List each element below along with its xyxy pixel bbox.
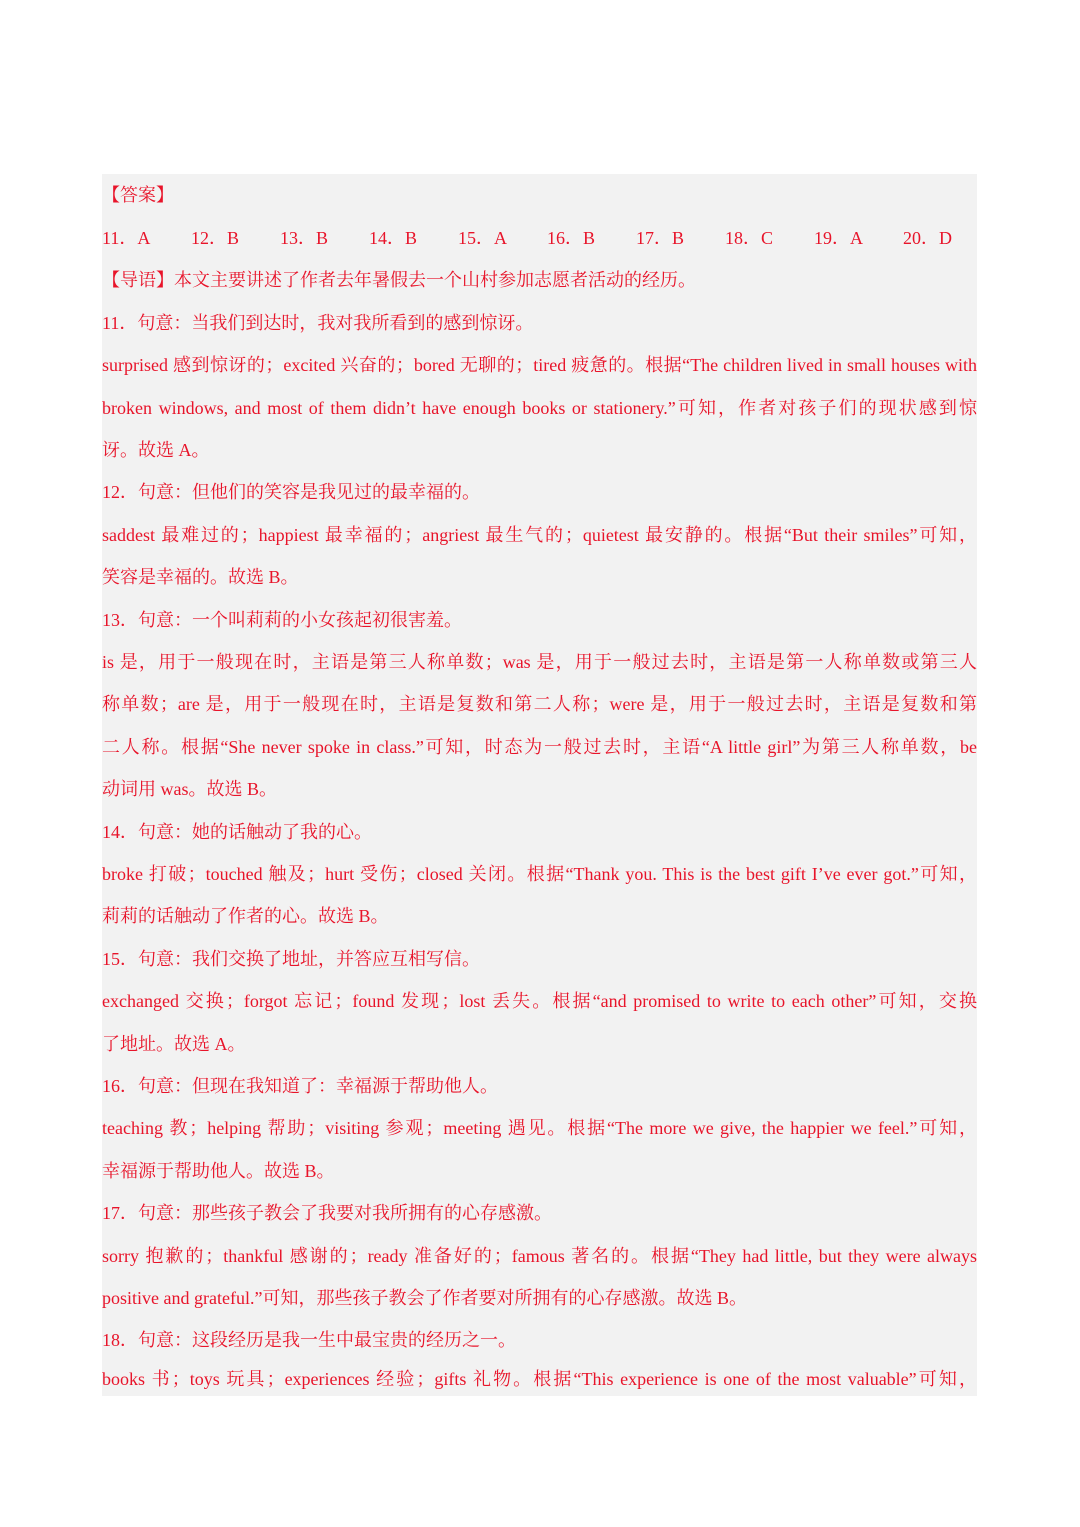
q12-explanation-line: 笑容是幸福的。故选 B。 (102, 567, 299, 587)
q13-explanation-line: is 是，用于一般现在时，主语是第三人称单数；was 是，用于一般过去时，主语是第一人称单数或第三人 (102, 652, 977, 672)
q15-explanation-line: 了地址。故选 A。 (102, 1034, 246, 1054)
answer-15: 15．A (458, 228, 507, 248)
answer-key-row (102, 217, 977, 259)
answer-11: 11．A (102, 228, 151, 248)
q13-translation: 13．句意：一个叫莉莉的小女孩起初很害羞。 (102, 610, 462, 630)
answer-19: 19．A (814, 228, 863, 248)
q14-translation: 14．句意：她的话触动了我的心。 (102, 822, 372, 842)
q12-explanation-line: saddest 最难过的；happiest 最幸福的；angriest 最生气的；quietest 最安静的。根据“But their smiles”可知， (102, 525, 977, 545)
q17-explanation-line: sorry 抱歉的；thankful 感谢的；ready 准备好的；famous 著名的。根据“They had little, but they were always (102, 1246, 977, 1266)
q12-translation: 12．句意：但他们的笑容是我见过的最幸福的。 (102, 482, 480, 502)
answer-13: 13．B (280, 228, 329, 248)
q13-explanation-line: 动词用 was。故选 B。 (102, 779, 277, 799)
q18-translation: 18．句意：这段经历是我一生中最宝贵的经历之一。 (102, 1330, 516, 1350)
q13-explanation-line: 称单数；are 是，用于一般现在时，主语是复数和第二人称；were 是，用于一般过去时，主语是复数和第 (102, 694, 977, 714)
answer-header: 【答案】 (102, 185, 174, 205)
answer-14: 14．B (369, 228, 418, 248)
answer-17: 17．B (636, 228, 685, 248)
answer-12: 12．B (191, 228, 240, 248)
q11-explanation-line: 讶。故选 A。 (102, 440, 210, 460)
q16-translation: 16．句意：但现在我知道了：幸福源于帮助他人。 (102, 1076, 498, 1096)
q17-translation: 17．句意：那些孩子教会了我要对我所拥有的心存感激。 (102, 1203, 552, 1223)
answer-16: 16．B (547, 228, 596, 248)
q14-explanation-line: broke 打破；touched 触及；hurt 受伤；closed 关闭。根据“Thank you. This is the best gift I’ve ever got.”可知， (102, 864, 977, 884)
q11-explanation-line: surprised 感到惊讶的；excited 兴奋的；bored 无聊的；tired 疲惫的。根据“The children lived in small houses with (102, 355, 977, 375)
q15-translation: 15．句意：我们交换了地址，并答应互相写信。 (102, 949, 480, 969)
q11-translation: 11．句意：当我们到达时，我对我所看到的感到惊讶。 (102, 313, 534, 333)
answer-20: 20．D (903, 228, 952, 248)
q16-explanation-line: teaching 教；helping 帮助；visiting 参观；meeting 遇见。根据“The more we give, the happier we feel.”可知， (102, 1118, 977, 1138)
answer-18: 18．C (725, 228, 774, 248)
q14-explanation-line: 莉莉的话触动了作者的心。故选 B。 (102, 906, 389, 926)
q15-explanation-line: exchanged 交换；forgot 忘记；found 发现；lost 丢失。根据“and promised to write to each other”可知，交换 (102, 991, 977, 1011)
q18-explanation-line: books 书；toys 玩具；experiences 经验；gifts 礼物。根据“This experience is one of the most valuable”可知， (102, 1369, 977, 1389)
q16-explanation-line: 幸福源于帮助他人。故选 B。 (102, 1161, 335, 1181)
q17-explanation-line: positive and grateful.”可知，那些孩子教会了作者要对所拥有的心存感激。故选 B。 (102, 1288, 747, 1308)
q13-explanation-line: 二人称。根据“She never spoke in class.”可知，时态为一般过去时，主语“A little girl”为第三人称单数，be (102, 737, 977, 757)
answer-explanation-section (102, 174, 977, 1396)
lead-in-text: 【导语】本文主要讲述了作者去年暑假去一个山村参加志愿者活动的经历。 (102, 270, 696, 290)
q11-explanation-line: broken windows, and most of them didn’t have enough books or stationery.”可知，作者对孩子们的现状感到惊 (102, 398, 977, 418)
